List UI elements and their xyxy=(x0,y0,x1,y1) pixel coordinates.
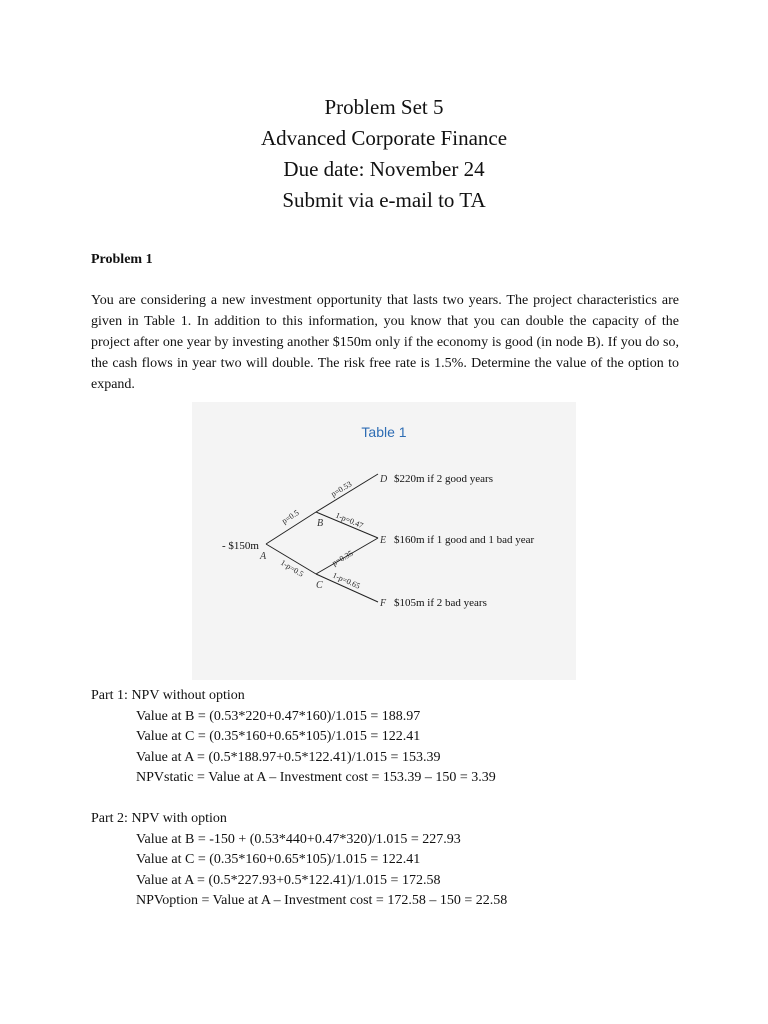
part-1-line: Value at C = (0.35*160+0.65*105)/1.015 = 122.41 xyxy=(136,729,421,744)
node-d-label: D xyxy=(380,474,388,485)
part-2-line: Value at B = -150 + (0.53*440+0.47*320)/1.015 = 227.93 xyxy=(136,831,461,847)
edge-a-c-probability: 1-p=0.5 xyxy=(278,557,306,579)
part-1-line: Value at B = (0.53*220+0.47*160)/1.015 = 188.97 xyxy=(136,708,421,724)
node-f-label: F xyxy=(380,598,387,609)
node-a-label: A xyxy=(260,551,267,562)
part-2-section xyxy=(91,809,507,912)
outcome-d: $220m if 2 good years xyxy=(394,473,493,485)
edge-a-b-probability: p=0.5 xyxy=(280,508,301,526)
edge-c-e-probability: p=0.35 xyxy=(330,548,355,568)
part-1-line: NPVstatic = Value at A – Investment cost = 153.39 – 150 = 3.39 xyxy=(136,770,496,785)
part-2-line: Value at A = (0.5*227.93+0.5*122.41)/1.015 = 172.58 xyxy=(136,872,441,888)
outcome-f: $105m if 2 bad years xyxy=(394,597,487,609)
course-title: Advanced Corporate Finance xyxy=(260,126,508,150)
outcome-e: $160m if 1 good and 1 bad year xyxy=(394,534,535,546)
due-date: Due date: November 24 xyxy=(283,157,485,181)
edge-b-e-probability: 1-p=0.47 xyxy=(334,510,365,531)
title-block xyxy=(0,92,768,216)
part-2-line: Value at C = (0.35*160+0.65*105)/1.015 = 122.41 xyxy=(136,852,421,867)
part-2-line: NPVoption = Value at A – Investment cost = 172.58 – 150 = 22.58 xyxy=(136,893,508,908)
part-1-section xyxy=(91,686,496,789)
edge-c-f-probability: 1-p=0.65 xyxy=(331,570,362,591)
node-e-label: E xyxy=(380,535,387,546)
table-1-figure xyxy=(192,402,576,680)
binomial-tree-diagram xyxy=(192,402,576,680)
part-2-heading: Part 2: NPV with option xyxy=(91,811,227,826)
problem-1-paragraph: You are considering a new investment opportunity that lasts two years. The project characteristics are given in Table 1. In addition to this information, you know that you can double the capacity of the project after one year by investing another $150m only if the economy is good (in node B). If you do so, the cash flows in year two will double. The risk free rate is 1.5%. Determine the value of the option to expand. xyxy=(91,293,679,392)
part-1-line: Value at A = (0.5*188.97+0.5*122.41)/1.015 = 153.39 xyxy=(136,749,441,765)
part-1-heading: Part 1: NPV without option xyxy=(91,688,245,703)
problem-set-title: Problem Set 5 xyxy=(324,95,444,119)
edge-b-d-probability: p=0.53 xyxy=(329,479,354,499)
node-c-label: C xyxy=(316,580,323,591)
node-b-label: B xyxy=(317,518,324,529)
submission-note: Submit via e-mail to TA xyxy=(282,188,486,212)
table-1-title: Table 1 xyxy=(361,424,407,440)
root-value: - $150m xyxy=(222,540,259,552)
problem-1-heading: Problem 1 xyxy=(91,252,153,267)
